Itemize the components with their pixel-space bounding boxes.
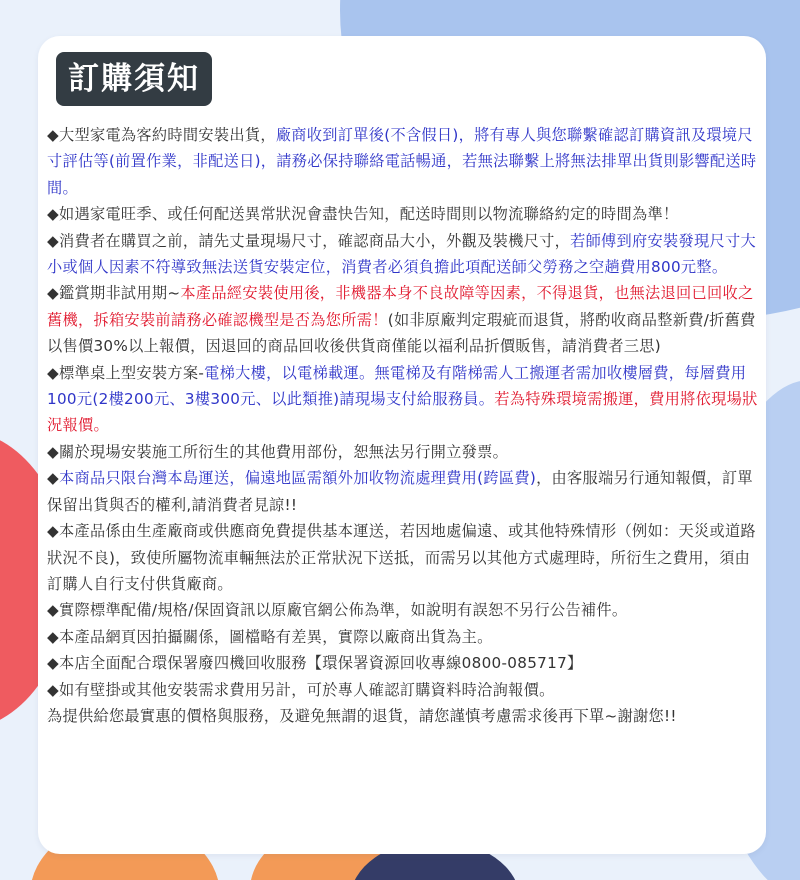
notice-paragraph	[47, 650, 761, 676]
notice-text-black: ◆本產品係由生產廠商或供應商免費提供基本運送，若因地處偏遠、或其他特殊情形（例如：天災或道路狀況不良)，致使所屬物流車輛無法於正常狀況下送抵，而需另以其他方式處理時，所衍生之費用，須由訂購人自行支付供貨廠商。	[47, 522, 756, 593]
notice-title: 訂購須知	[56, 52, 212, 106]
notice-content	[47, 122, 761, 729]
notice-text-blue: 廠商收到訂單後(不含假日)，將有專人與您聯繫確認訂購資訊及環境尺寸評估等(前置作業，非配送日)，請務必保持聯絡電話暢通，若無法聯繫上將無法排單出貨則影響配送時間。	[47, 126, 757, 197]
notice-card	[38, 36, 766, 854]
notice-text-black: ◆實際標準配備/規格/保固資訊以原廠官網公佈為準，如說明有誤恕不另行公告補件。	[47, 601, 628, 620]
notice-text-black: ◆消費者在購買之前，請先丈量現場尺寸，確認商品大小，外觀及裝機尺寸，	[47, 231, 571, 250]
notice-paragraph	[47, 465, 761, 518]
notice-text-black: ◆	[47, 469, 59, 488]
notice-text-black: ◆如遇家電旺季、或任何配送異常狀況會盡快告知，配送時間則以物流聯絡約定的時間為準！	[47, 205, 679, 224]
notice-text-blue: 電梯大樓，以電梯載運。無電梯及有階梯需人工搬運者需加收樓層費，每層費用100元(2樓200元、3樓300元、以此類推)請現場支付給服務員。	[47, 363, 747, 409]
notice-paragraph	[47, 201, 761, 227]
notice-text-black: (如非原廠判定瑕疵而退貨，將酌收商品整新費/折舊費以售價30%以上報價，因退回的商品回收後供貨商僅能以福利品折價販售，請消費者三思)	[47, 310, 756, 356]
notice-paragraph	[47, 624, 761, 650]
notice-paragraph	[47, 703, 761, 729]
notice-paragraph	[47, 228, 761, 281]
notice-text-black: ◆關於現場安裝施工所衍生的其他費用部份，恕無法另行開立發票。	[47, 442, 509, 461]
notice-text-black: ◆本產品網頁因拍攝關係，圖檔略有差異，實際以廠商出貨為主。	[47, 627, 493, 646]
notice-text-blue: 若師傅到府安裝發現尺寸大小或個人因素不符導致無法送貨安裝定位，消費者必須負擔此項配送師父勞務之空趟費用800元整。	[47, 231, 756, 277]
notice-text-red: 本產品經安裝使用後，非機器本身不良故障等因素，不得退貨，也無法退回已回收之舊機，拆箱安裝前請務必確認機型是否為您所需！	[47, 284, 754, 329]
notice-text-black: ◆如有壁掛或其他安裝需求費用另計，可於專人確認訂購資料時洽詢報價。	[47, 680, 555, 699]
notice-text-black: ，由客服端另行通知報價，訂單保留出貨與否的權利,請消費者見諒!!	[47, 469, 753, 514]
notice-text-black: ◆標準桌上型安裝方案-	[47, 363, 205, 382]
notice-paragraph	[47, 439, 761, 465]
notice-text-red: 若為特殊環境需搬運，費用將依現場狀況報價。	[47, 390, 758, 435]
notice-paragraph	[47, 518, 761, 597]
notice-paragraph	[47, 122, 761, 201]
notice-text-black: ◆鑑賞期非試用期~	[47, 284, 181, 303]
notice-text-blue: 本商品只限台灣本島運送，偏遠地區需額外加收物流處理費用(跨區費)	[58, 469, 537, 488]
notice-paragraph	[47, 677, 761, 703]
notice-text-black: ◆大型家電為客約時間安裝出貨，	[47, 126, 276, 144]
notice-paragraph	[47, 280, 761, 359]
notice-paragraph	[47, 597, 761, 623]
notice-paragraph	[47, 360, 761, 439]
notice-text-black: 為提供給您最實惠的價格與服務，及避免無謂的退貨，請您謹慎考慮需求後再下單~謝謝您!!	[47, 706, 677, 725]
notice-text-black: ◆本店全面配合環保署廢四機回收服務【環保署資源回收專線0800-085717】	[47, 654, 583, 673]
